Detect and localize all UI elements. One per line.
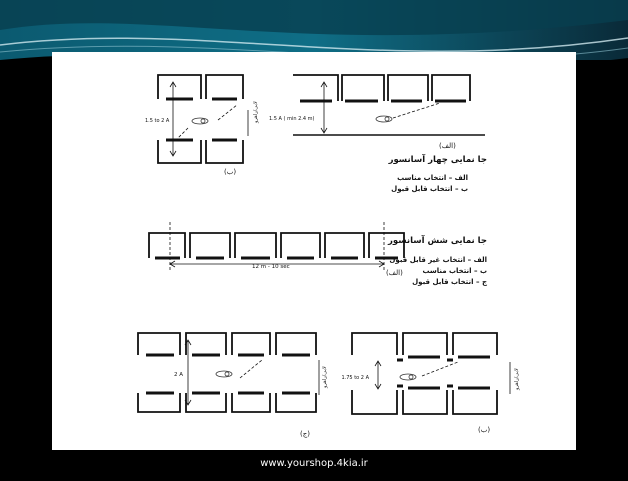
option-six-c: ج – انتخاب قابل قبول — [412, 278, 487, 286]
dim-six-c: 2 A — [173, 372, 183, 378]
option-six-a: الف – انتخاب غیر قابل قبول — [389, 256, 487, 264]
side-label-six-c: لابی/راهرو — [322, 366, 328, 388]
dim-four-a: 1.5 A ( min 2.4 m) — [269, 116, 315, 122]
dim-six-row: 12 m - 10 sec — [252, 264, 290, 270]
footer-url: www.yourshop.4kia.ir — [260, 458, 368, 469]
fig-label-six-b: (ب) — [478, 426, 491, 434]
fig-label-four-b: (ب) — [224, 168, 237, 176]
side-label-four-b: لابی/راهرو — [253, 101, 259, 123]
option-four-a: الف – انتخاب مناسب — [397, 174, 468, 182]
title-six-elevators: جا نمایی شش آسانسور — [388, 236, 487, 246]
option-four-b: ب – انتخاب قابل قبول — [391, 185, 468, 193]
dim-four-b: 1.5 to 2 A — [145, 118, 170, 124]
fig-label-six-c: (ج) — [300, 430, 310, 438]
side-label-six-b: لابی/راهرو — [514, 368, 520, 390]
fig-label-six-a: (الف) — [386, 269, 403, 277]
option-six-b: ب – انتخاب مناسب — [422, 267, 487, 275]
dim-six-b: 1.75 to 2 A — [341, 375, 369, 381]
fig-label-four-a: (الف) — [439, 142, 456, 150]
title-four-elevators: جا نمایی چهار آسانسور — [388, 155, 487, 165]
